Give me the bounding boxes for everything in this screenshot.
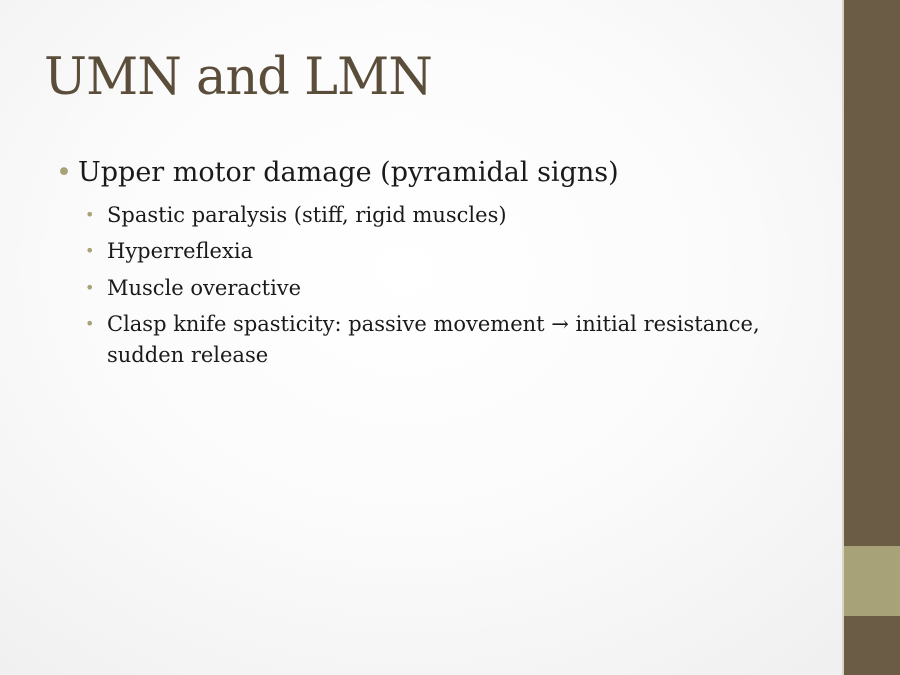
bullet-level1 — [56, 156, 816, 190]
sub-bullet-text: Clasp knife spasticity: passive movement → initial resistance, sudden release — [107, 312, 760, 367]
slide-content — [56, 156, 816, 376]
bullet-level2 — [56, 273, 816, 303]
bullet-dot-icon: • — [85, 241, 95, 261]
bullet-level2 — [56, 236, 816, 266]
bullet-text: Upper motor damage (pyramidal signs) — [78, 157, 619, 188]
sidebar-accent-block — [844, 546, 900, 616]
bullet-dot-icon: • — [56, 157, 72, 188]
sub-bullet-text: Spastic paralysis (stiff, rigid muscles) — [107, 202, 507, 227]
sub-bullet-text: Muscle overactive — [107, 275, 302, 300]
bullet-dot-icon: • — [85, 204, 95, 224]
bullet-dot-icon: • — [85, 277, 95, 297]
sub-bullet-text: Hyperreflexia — [107, 239, 254, 264]
bullet-level2 — [56, 200, 816, 230]
bullet-level2 — [56, 309, 816, 370]
bullet-dot-icon: • — [85, 314, 95, 334]
slide-title: UMN and LMN — [44, 48, 432, 107]
